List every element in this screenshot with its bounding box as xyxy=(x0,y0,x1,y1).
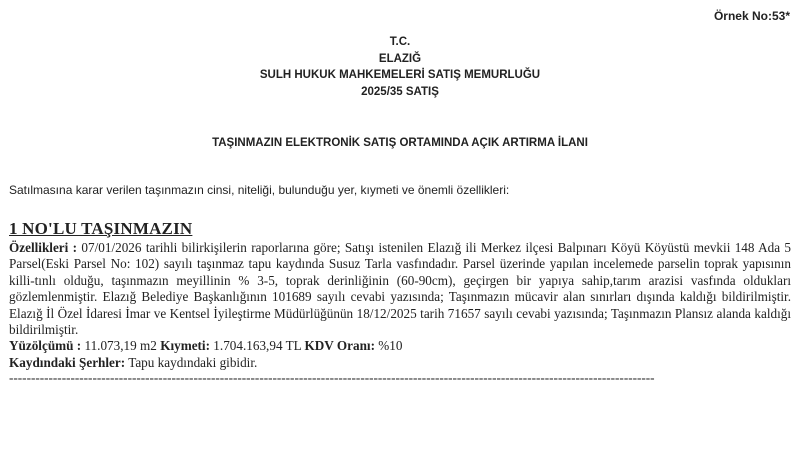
announcement-title: TAŞINMAZIN ELEKTRONİK SATIŞ ORTAMINDA AÇIK ARTIRMA İLANI xyxy=(212,137,588,149)
property-section xyxy=(9,220,791,385)
area-value: 11.073,19 m2 xyxy=(81,338,161,354)
ornek-number: Örnek No:53* xyxy=(713,9,790,23)
annotations-value: Tapu kaydındaki gibidir. xyxy=(125,354,258,370)
area-label: Yüzölçümü : xyxy=(9,338,82,354)
vat-label: KDV Oranı: xyxy=(304,338,375,354)
separator-line: --------------------------------------------------------------------------------------------------------------------------------------------------- xyxy=(9,370,655,386)
property-values xyxy=(9,338,791,354)
property-annotations xyxy=(9,355,791,371)
annotations-label: Kaydındaki Şerhler: xyxy=(9,354,126,370)
property-heading: 1 NO'LU TAŞINMAZIN xyxy=(9,219,193,238)
features-text: 07/01/2026 tarihli bilirkişilerin raporlarına göre; Satışı istenilen Elazığ ili Merkez ilçesi Balpınarı Köyü Köyüstü mevkii 148 Ada 5 Parsel(Eski Parsel No: 102) sayılı taşınmaz tapu kaydında Susuz Tarla vasfındadır. Parsel üzerinde yapılan incelemede parselin toprak yapısının killi-tınlı olduğu, taşınmazın meyillinin % 3-5, toprak derinliğinin (60-90cm), geçirgen bir yapıya sahip,tarım arazisi vasfında oldukları gözlemlenmiştir. Elazığ Belediye Başkanlığının 101689 sayılı cevabi yazısında; Taşınmazın mücavir alan sınırları dışında kaldığı bildirilmiştir. Elazığ İl Özel İdaresi İmar ve Kentsel İyileştirme Müdürlüğünün 18/12/2025 tarih 71657 sayılı cevabi yazısında; Taşınmazın Plansız alanda kaldığı bildirilmiştir. xyxy=(9,240,791,338)
value-label: Kıymeti: xyxy=(160,338,210,354)
header-tc: T.C. xyxy=(389,36,411,48)
intro-text: Satılmasına karar verilen taşınmazın cinsi, niteliği, bulunduğu yer, kıymeti ve önemli özellikleri: xyxy=(9,183,510,197)
features-label: Özellikleri : xyxy=(9,240,78,255)
property-features xyxy=(9,240,791,338)
vat-value: %10 xyxy=(374,338,403,354)
header-city: ELAZIĞ xyxy=(378,52,422,65)
value-amount: 1.704.163,94 TL xyxy=(210,338,305,354)
header-office: SULH HUKUK MAHKEMELERİ SATIŞ MEMURLUĞU xyxy=(259,69,541,81)
court-header xyxy=(0,34,800,100)
header-case-number: 2025/35 SATIŞ xyxy=(361,85,439,98)
